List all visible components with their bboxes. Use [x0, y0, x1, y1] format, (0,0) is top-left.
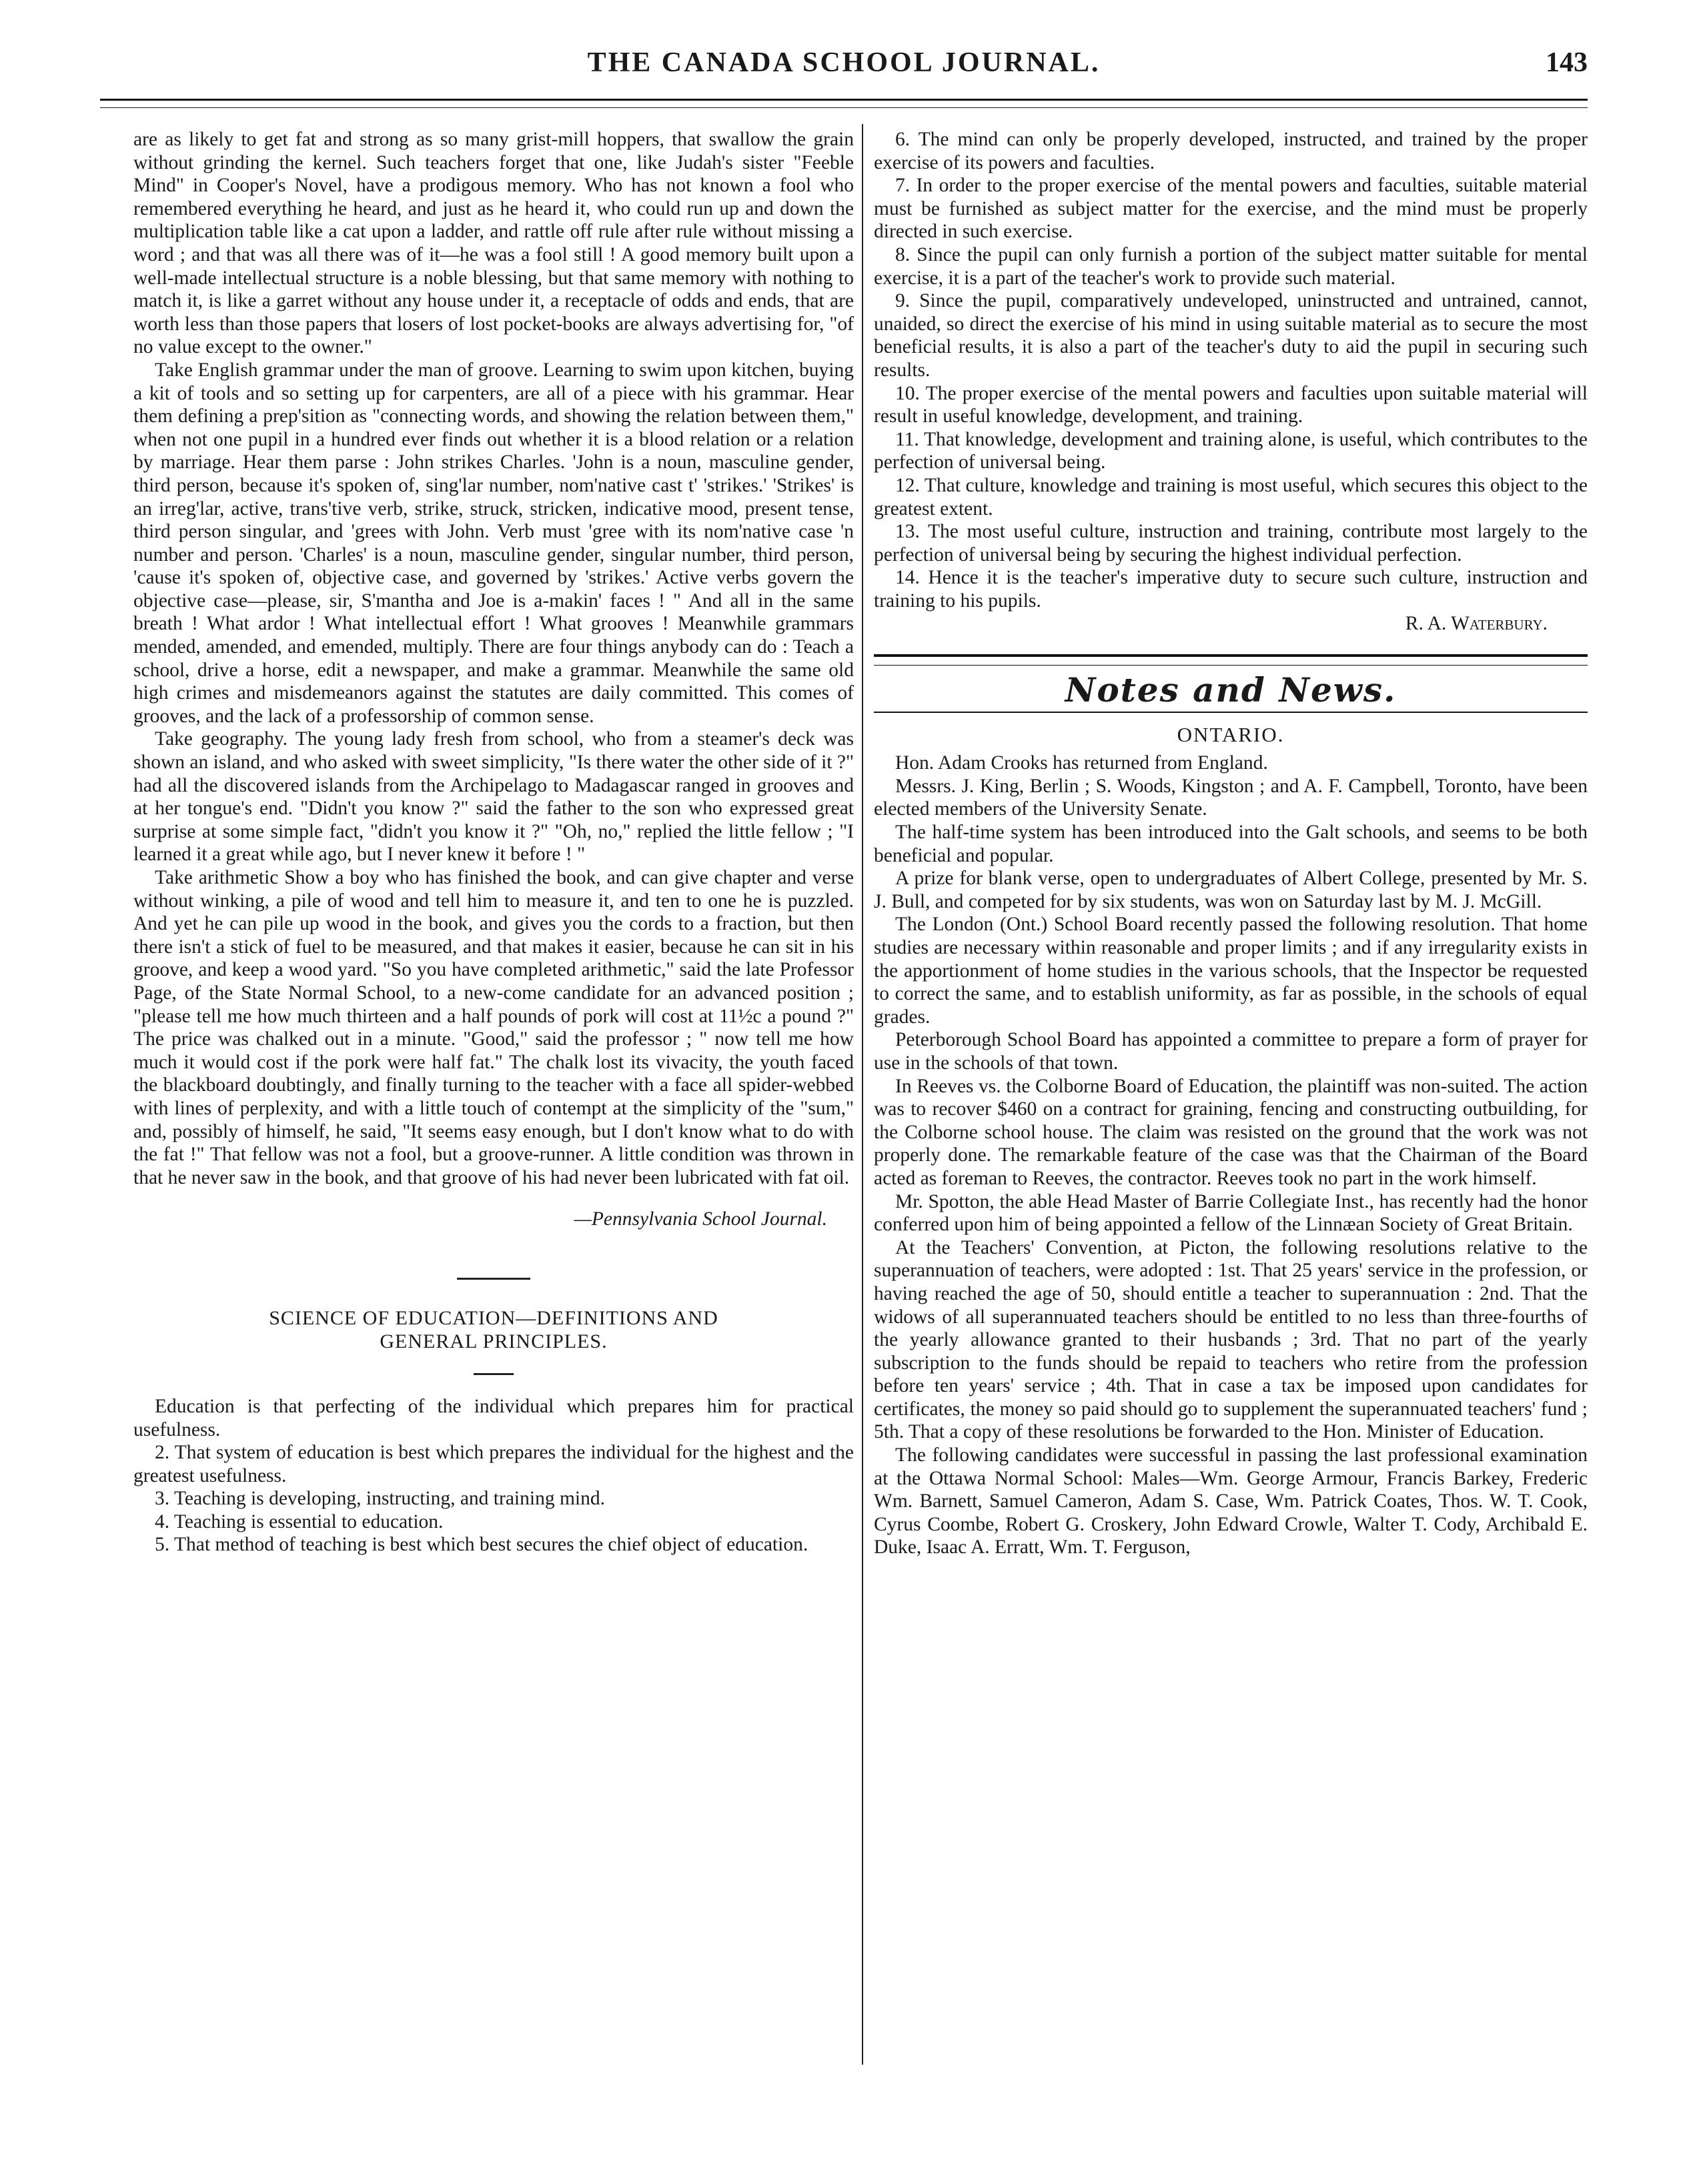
principle-item: 13. The most useful culture, instruction and training, contribute most largely to the perfection of universal being by securing the highest individual perfection. [874, 521, 1588, 566]
article-paragraph: are as likely to get fat and strong as so many grist-mill hoppers, that swallow the grain without grinding the kernel. Such teachers forget that one, like Judah's sister "Feeble Mind" in Cooper's Novel, have a prodigous memory. Who has not known a fool who remembered everything he heard, and just as he heard it, who could run up and down the multiplication table like a cat upon a ladder, and rattle off rule after rule without missing a word ; and that was all there was of it—he was a fool still ! A good memory built upon a well-made intellectual structure is a noble blessing, but that same memory with nothing to match it, is like a garret without any house under it, a receptacle of odds and ends, that are worth less than those papers that losers of lost pocket-books are always advertising for, "of no value except to the owner." [133, 129, 854, 358]
principle-item: 12. That culture, knowledge and training is most useful, which secures this object to the greatest extent. [874, 474, 1588, 519]
news-item: A prize for blank verse, open to undergraduates of Albert College, presented by Mr. S. J. Bull, and competed for by six students, was won on Saturday last by M. J. McGill. [874, 868, 1588, 912]
header-rule [100, 99, 1588, 108]
principle-item: 8. Since the pupil can only furnish a portion of the subject matter suitable for mental exercise, it is a part of the teacher's work to provide such material. [874, 243, 1588, 289]
principle-item: 4. Teaching is essential to education. [155, 1510, 444, 1532]
principle-item: 3. Teaching is developing, instructing, and training mind. [155, 1488, 605, 1510]
running-head [100, 47, 1588, 93]
news-item: Mr. Spotton, the able Head Master of Barrie Collegiate Inst., has recently had the honor conferred upon him of being appointed a fellow of the Linnæan Society of Great Britain. [874, 1190, 1588, 1236]
section-double-rule [874, 654, 1588, 666]
title-rule [874, 712, 1588, 713]
news-item: In Reeves vs. the Colborne Board of Education, the plaintiff was non-suited. The action was to recover $460 on a contract for graining, fencing and constructing outbuilding, for the Colborne school house. The claim was resisted on the ground that the work was not properly done. The remarkable feature of the case was that the Chairman of the Board acted as foreman to Reeves, the contractor. Reeves took no part in the work himself. [874, 1075, 1588, 1189]
heading-line: SCIENCE OF EDUCATION—DEFINITIONS AND [269, 1306, 718, 1329]
principle-item: 9. Since the pupil, comparatively undeveloped, uninstructed and untrained, cannot, unaided, so direct the exercise of his mind in using suitable material as to secure the most beneficial results, it is also a part of the teacher's duty to aid the pupil in securing such results. [874, 290, 1588, 381]
article-attribution: —Pennsylvania School Journal. [574, 1208, 827, 1230]
article-paragraph: Take arithmetic Show a boy who has finished the book, and can give chapter and verse without winking, a pile of wood and tell him to measure it, and ten to one he is puzzled. And yet he can pile up wood in the book, and gives you the cords to a fraction, but then there isn't a stick of fuel to be measured, and that makes it easier, because he can sit in his groove, and keep a wood yard. "So you have completed arithmetic," said the late Professor Page, of the State Normal School, to a new-come candidate for an advanced position ; "please tell me how much thirteen and a half pounds of pork will cost at 11½c a pound ?" The price was chalked out in a minute. "Good," said the professor ; " now tell me how much it would cost if the pork were half fat." The chalk lost its vivacity, the youth faced the blackboard doubtingly, and finally turning to the teacher with a face all spider-webbed with lines of perplexity, and with a little touch of contempt at the simplicity of the "sum," and, possibly of himself, he said, "It seems easy enough, but I don't know what to do with the fat !" That fellow was not a fool, but a groove-runner. A little condition was thrown in that he never saw in the book, and that groove of his had never been lubricated with fat oil. [133, 867, 854, 1188]
journal-title: THE CANADA SCHOOL JOURNAL. [587, 47, 1101, 78]
principle-item: 2. That system of education is best which prepares the individual for the highest and the greatest usefulness. [133, 1442, 854, 1486]
heading-rule [474, 1373, 514, 1375]
news-item: Messrs. J. King, Berlin ; S. Woods, Kingston ; and A. F. Campbell, Toronto, have been elected members of the University Senate. [874, 775, 1588, 820]
news-item: The following candidates were successful in passing the last professional examination at the Ottawa Normal School: Males—Wm. George Armour, Francis Barkey, Frederic Wm. Barnett, Samuel Cameron, Adam S. Case, Wm. Patrick Coates, Thos. W. T. Cook, Cyrus Coombe, Robert G. Croskery, John Edward Crowle, Walter T. Cody, Archibald E. Duke, Isaac A. Erratt, Wm. T. Ferguson, [874, 1444, 1588, 1558]
article-paragraph: Take geography. The young lady fresh from school, who from a steamer's deck was shown an island, and who asked with sweet simplicity, "Is there water the other side of it ?" had all the discovered islands from the Archipelago to Madagascar ranged in grooves and at her tongue's end. "Didn't you know ?" said the father to the son who expressed great surprise at some simple fact, "didn't you know it ?" "Oh, no," replied the little fellow ; "I learned it a great while ago, but I never knew it before ! " [133, 728, 854, 866]
news-item: At the Teachers' Convention, at Picton, the following resolutions relative to the superannuation of teachers, were adopted : 1st. That 25 years' service in the profession, or having reached the age of 50, should entitle a teacher to superannuation : 2nd. That the widows of all superannuated teachers should be entitled to no less than three-fourths of the yearly allowance granted to their husbands ; 3rd. That no part of the yearly subscription to the funds should be repaid to teachers who retire from the profession before ten years' service ; 4th. That in case a tax be imposed upon candidates for certificates, the money so paid should go to supplement the superannuated teachers' fund ; 5th. That a copy of these resolutions be forwarded to the Hon. Minister of Education. [874, 1236, 1588, 1443]
column-divider [862, 124, 863, 2065]
right-column [874, 128, 1588, 2082]
left-column [133, 128, 854, 2075]
news-item: The half-time system has been introduced into the Galt schools, and seems to be both beneficial and popular. [874, 822, 1588, 866]
author-signature: R. A. Waterbury. [1405, 613, 1548, 635]
section-separator [457, 1278, 530, 1280]
news-item: Peterborough School Board has appointed a committee to prepare a form of prayer for use in the schools of that town. [874, 1029, 1588, 1074]
principle-item: 7. In order to the proper exercise of the mental powers and faculties, suitable material must be furnished as subject matter for the exercise, and the mind must be properly directed in such exercise. [874, 175, 1588, 243]
notes-and-news-title: Notes and News. [1065, 670, 1397, 710]
science-of-education-heading [133, 1306, 854, 1353]
principle-item: 10. The proper exercise of the mental powers and faculties upon suitable material will result in useful knowledge, development, and training. [874, 382, 1588, 427]
principle-item: 6. The mind can only be properly developed, instructed, and trained by the proper exercise of its powers and faculties. [874, 129, 1588, 173]
article-paragraph: Take English grammar under the man of groove. Learning to swim upon kitchen, buying a kit of tools and so setting up for carpenters, are all of a piece with his grammar. Hear them defining a prep'sition as "connecting words, and showing the relation between them," when not one pupil in a hundred ever finds out whether it is a blood relation or a relation by marriage. Hear them parse : John strikes Charles. 'John is a noun, masculine gender, third person, because it's spoken of, sing'lar number, nom'native cast t' 'strikes.' 'Strikes' is an irreg'lar, active, trans'tive verb, strike, struck, stricken, indicative mood, present tense, third person singular, and 'grees with John. Verb must 'gree with its nom'native case 'n number and person. 'Charles' is a noun, masculine gender, singular number, third person, 'cause it's spoken of, objective case, and governed by 'strikes.' Active verbs govern the objective case—please, sir, S'mantha and Joe is a-makin' faces ! " And all in the same breath ! What ardor ! What intellectual effort ! What grooves ! Meanwhile grammars mended, amended, and emended, multiply. There are four things anybody can do : Teach a school, drive a horse, edit a newspaper, and make a grammar. Meanwhile the same old high crimes and misdemeanors against the statutes are daily committed. This comes of grooves, and the lack of a professorship of common sense. [133, 359, 854, 727]
page-number: 143 [1546, 47, 1588, 78]
news-item: The London (Ont.) School Board recently passed the following resolution. That home studies are necessary within reasonable and proper limits ; and if any irregularity exists in the apportionment of home studies in the various schools, that the Inspector be requested to correct the same, and to establish uniformity, as far as possible, in the schools of equal grades. [874, 914, 1588, 1028]
principle-item: 14. Hence it is the teacher's imperative duty to secure such culture, instruction and training to his pupils. [874, 567, 1588, 612]
principle-item: 5. That method of teaching is best which best secures the chief object of education. [155, 1534, 808, 1556]
news-item: Hon. Adam Crooks has returned from England. [895, 752, 1268, 774]
principle-item: 11. That knowledge, development and training alone, is useful, which contributes to the perfection of universal being. [874, 428, 1588, 473]
principle-item: Education is that perfecting of the individual which prepares him for practical usefulness. [133, 1395, 854, 1440]
ontario-heading: ONTARIO. [1177, 722, 1285, 746]
heading-line: GENERAL PRINCIPLES. [380, 1330, 608, 1352]
